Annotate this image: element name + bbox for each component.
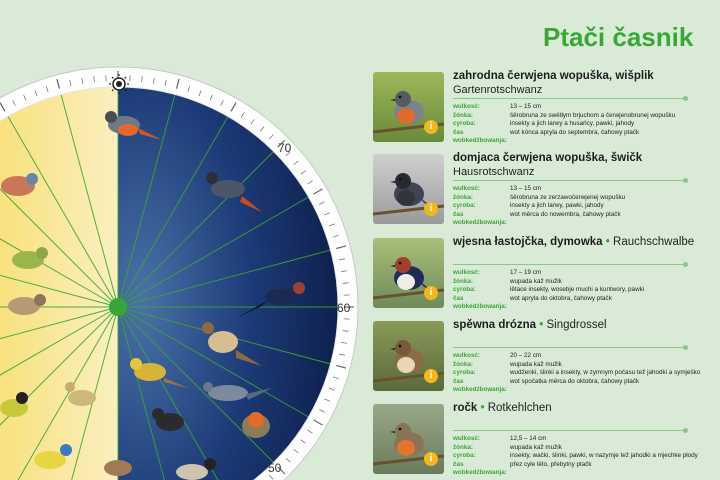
fact-food: cyroba: wudźenki, ślinki a insekty, w zymnym počasu tež jahodki a symješko (453, 369, 701, 377)
fact-food: cyroba: insekty, wački, ślinki, pawki, w nazymje tež jahodki a mjechke płody (453, 452, 698, 460)
page-title: Ptači časnik (543, 22, 694, 52)
fact-season: čas wobkedźbowanja: přez cyłe lěto, přebytny ptačk (453, 460, 592, 477)
bird-entry (373, 238, 713, 310)
bird-german-name: Gartenrotschwanz (453, 84, 543, 96)
divider-dot (683, 262, 688, 267)
fact-food: cyroba: insekty a jich larwy a husańcy, pawki, jahody (453, 120, 635, 128)
bird-facts (453, 352, 713, 395)
divider-line (453, 180, 685, 181)
fact-size: wulkosć: 13 – 15 cm (453, 185, 542, 192)
bird-illustration-wren (104, 460, 132, 476)
bird-facts (453, 103, 713, 146)
fact-female: žónka: wupada kaž mužik (453, 277, 562, 285)
fact-size: wulkosć: 20 – 22 cm (453, 352, 542, 359)
dial-center (109, 298, 127, 316)
bird-german-name: Hausrotschwanz (453, 166, 535, 178)
fact-female: žónka: šěrobruna ze swětłym brjuchom a čerwjenobrunej wopušku (453, 111, 676, 119)
dial-number-70: 70 (278, 141, 292, 155)
fact-season: čas wobkedźbowanja: wot spočatka měrca do oktobra, čahowy ptačk (453, 377, 640, 394)
divider-dot (683, 345, 688, 350)
bird-entry (373, 72, 713, 144)
bird-name: spěwna drózna • Singdrossel (453, 319, 607, 331)
fact-season: čas wobkedźbowanja: wot apryla do oktobra, čahowy ptačk (453, 294, 612, 311)
dial-number-60: 60 (337, 301, 351, 315)
divider-dot (683, 178, 688, 183)
fact-size: wulkosć: 13 – 15 cm (453, 103, 542, 110)
day-half (0, 60, 118, 480)
info-icon[interactable]: i (424, 369, 438, 383)
bird-entry (373, 154, 713, 226)
bird-facts (453, 269, 713, 312)
fact-food: cyroba: insekty a jich larwy, pawki, jahody (453, 202, 604, 210)
bird-entry (373, 404, 713, 476)
info-icon[interactable]: i (424, 120, 438, 134)
bird-name: ročk • Rotkehlchen (453, 402, 552, 414)
fact-female: žónka: šěrobruna ze zerzawočerwjenej wopušku (453, 193, 626, 201)
bird-facts (453, 185, 713, 228)
bird-facts (453, 435, 713, 478)
dial-number-50: 50 (268, 461, 282, 475)
fact-season: čas wobkedźbowanja: wot měrca do nowembra, čahowy ptačk (453, 210, 621, 227)
bird-name: zahrodna čerwjena wopuška, wišplik (453, 70, 654, 82)
bird-entry (373, 321, 713, 393)
fact-size: wulkosć: 17 – 19 cm (453, 269, 542, 276)
fact-season: čas wobkedźbowanja: wot kónca apryla do septembra, čahowy ptačk (453, 128, 640, 145)
bird-german-name: Rauchschwalbe (613, 236, 695, 248)
fact-female: žónka: wupada kaž mužik (453, 443, 562, 451)
info-icon[interactable]: i (424, 286, 438, 300)
divider-dot (683, 428, 688, 433)
fact-size: wulkosć: 12,5 – 14 cm (453, 435, 547, 442)
divider-line (453, 430, 685, 431)
info-icon[interactable]: i (424, 452, 438, 466)
divider-line (453, 98, 685, 99)
info-icon[interactable]: i (424, 202, 438, 216)
divider-line (453, 264, 685, 265)
bird-name: wjesna łastojčka, dymowka • Rauchschwalbe (453, 236, 695, 248)
bird-name: domjaca čerwjena wopuška, šwičk (453, 152, 643, 164)
divider-line (453, 347, 685, 348)
bird-german-name: Rotkehlchen (487, 402, 552, 414)
fact-food: cyroba: lětace insekty, wosebje muchi a kuntwory, pawki (453, 286, 645, 294)
fact-female: žónka: wupada kaž mužik (453, 360, 562, 368)
bird-german-name: Singdrossel (546, 319, 607, 331)
divider-dot (683, 96, 688, 101)
